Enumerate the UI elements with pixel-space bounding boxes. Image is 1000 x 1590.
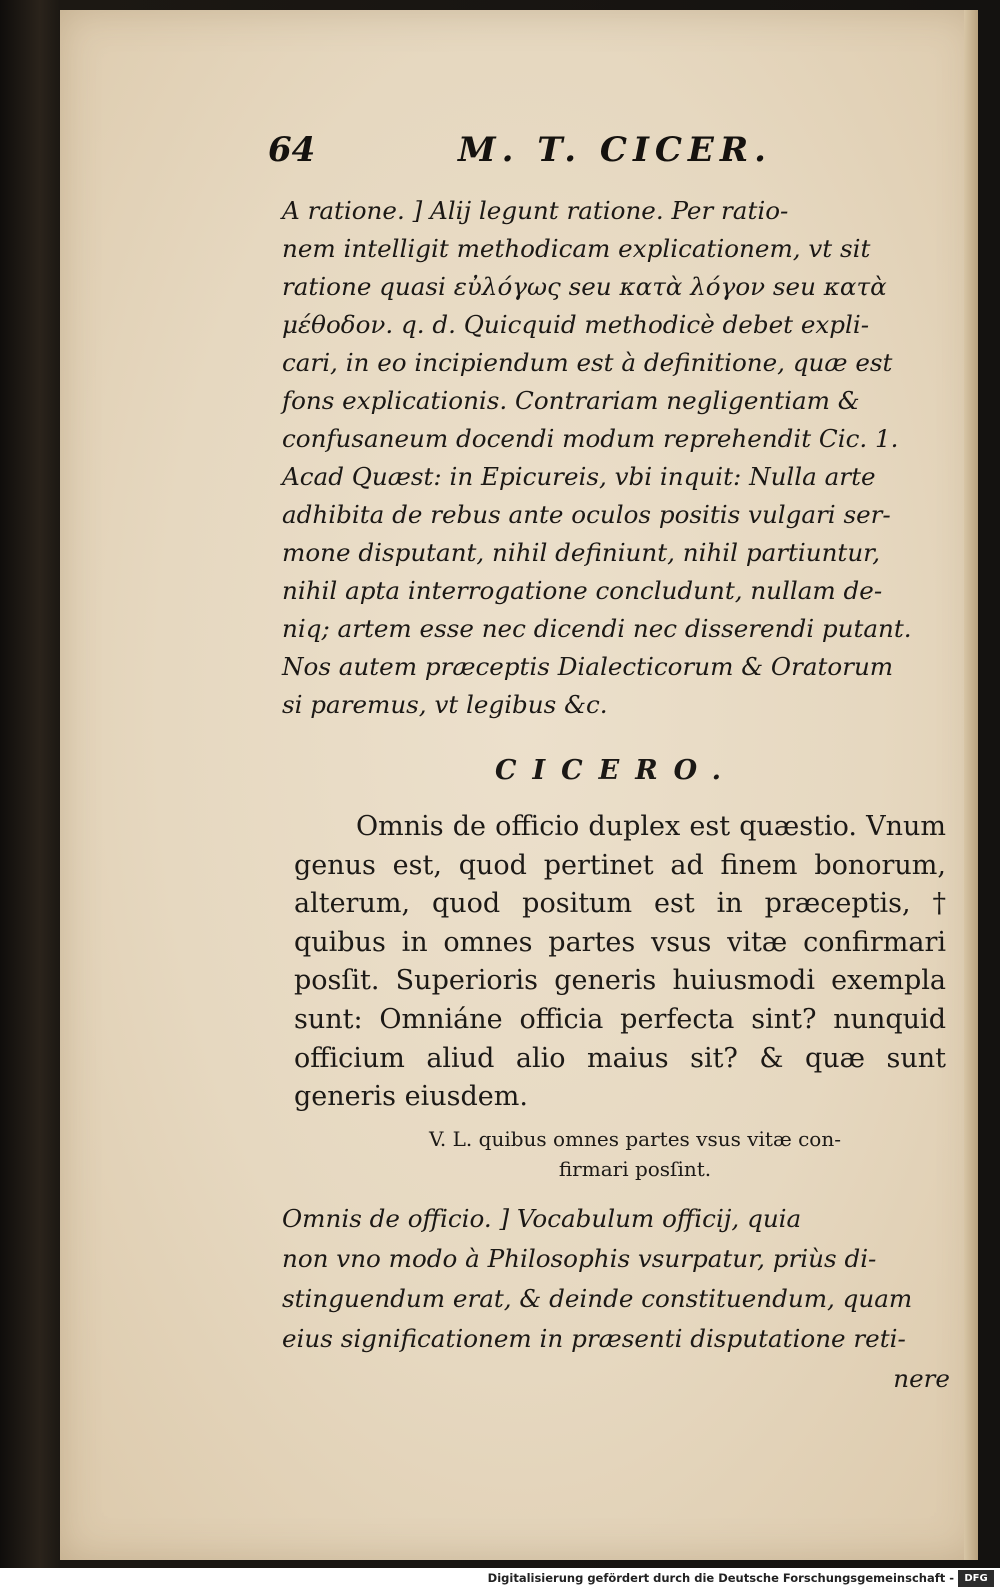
footer-bar [0, 1568, 1000, 1590]
commentary-line: Acad Quæst: in Epicureis, vbi inquit: Nulla arte [282, 462, 876, 491]
page-edge [964, 10, 978, 1560]
commentary-line: Omnis de officio. ] Vocabulum officij, quia [282, 1204, 802, 1233]
commentary-line: si paremus, vt legibus &c. [282, 690, 608, 719]
commentary-line: nem intelligit methodicam explicationem, vt sit [282, 234, 871, 263]
variant-reading-line: firmari posſint. [558, 1157, 712, 1181]
commentary-line: stinguendum erat, & deinde constituendum, quam [282, 1284, 913, 1313]
section-heading: CICERO. [495, 755, 737, 786]
commentary-line: A ratione. ] Alij legunt ratione. Per ratio- [282, 196, 789, 225]
commentary-line: μέθοδον. q. d. Quicquid methodicè debet expli- [282, 310, 870, 339]
commentary-line: cari, in eo incipiendum est à definitione, quæ est [282, 348, 893, 377]
commentary-line: adhibita de rebus ante oculos positis vulgari ser- [282, 500, 891, 529]
commentary-line: non vno modo à Philosophis vsurpatur, priùs di- [282, 1244, 877, 1273]
commentary-line: eius significationem in præsenti disputatione reti- [282, 1324, 906, 1353]
dfg-logo-icon: DFG [958, 1570, 994, 1587]
catchword: nere [893, 1364, 950, 1393]
main-text-paragraph: Omnis de officio duplex est quæstio. Vnum genus est, quod pertinet ad finem bonorum, alterum, quod positum est in præceptis, † quibus in omnes partes vsus vitæ confirmari posſit. Superioris generis huiusmodi exempla sunt: Omniáne officia perfecta sint? nunquid officium aliud alio maius sit? & quæ sunt generis eiusdem. [294, 811, 946, 1113]
commentary-line: niq; artem esse nec dicendi nec disserendi putant. [282, 614, 912, 643]
commentary-line: fons explicationis. Contrariam negligentiam & [282, 386, 860, 415]
commentary-line: confusaneum docendi modum reprehendit Cic. 1. [282, 424, 899, 453]
commentary-line: nihil apta interrogatione concludunt, nullam de- [282, 576, 883, 605]
variant-reading-line: V. L. quibus omnes partes vsus vitæ con- [428, 1127, 841, 1151]
commentary-line: Nos autem præceptis Dialecticorum & Oratorum [282, 652, 894, 681]
page-number: 64 [268, 130, 316, 170]
funding-credit: Digitalisierung gefördert durch die Deutsche Forschungsgemeinschaft - [487, 1571, 954, 1585]
commentary-line: mone disputant, nihil definiunt, nihil partiuntur, [282, 538, 881, 567]
running-header [268, 130, 968, 180]
commentary-line: ratione quasi εὐλόγως seu κατὰ λόγον seu κατὰ [282, 272, 887, 301]
running-head-title: M. T. CICER. [458, 130, 772, 170]
